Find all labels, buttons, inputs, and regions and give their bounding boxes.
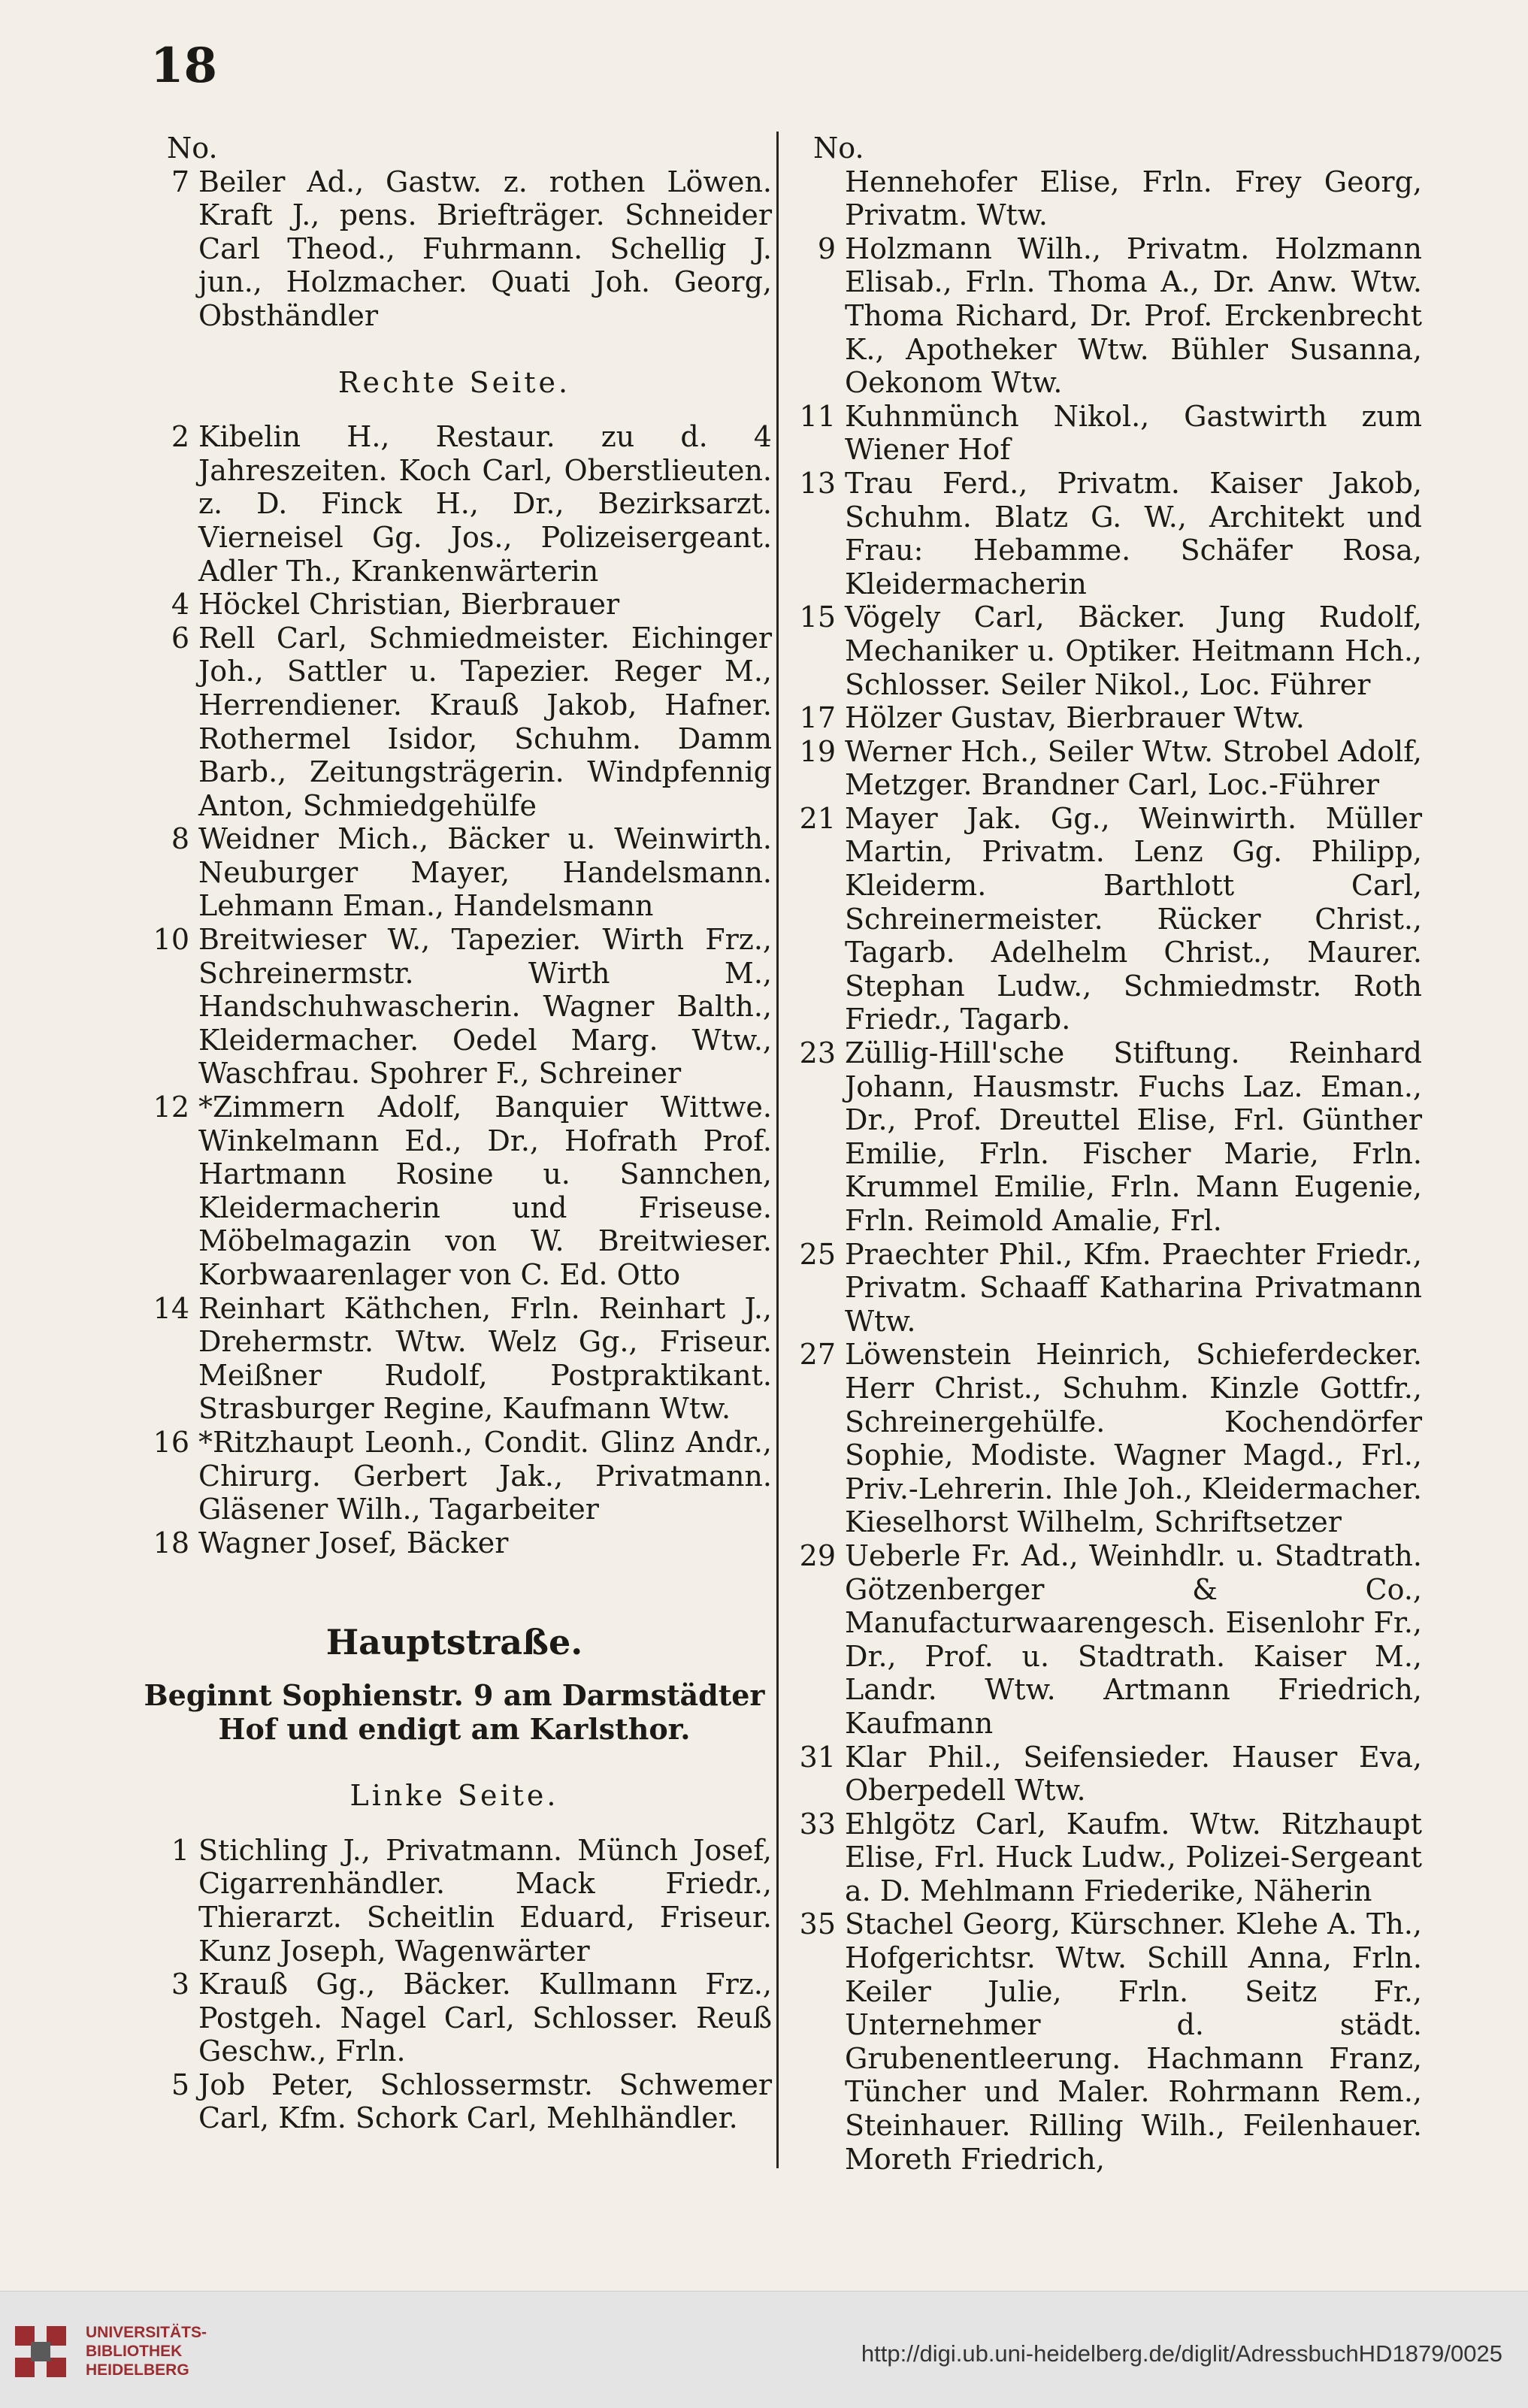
house-number: 11 <box>799 399 836 433</box>
house-number: 8 <box>171 822 189 856</box>
library-name-line: HEIDELBERG <box>86 2361 189 2379</box>
residents-text: Beiler Ad., Gastw. z. rothen Löwen. Kraft J., pens. Briefträger. Schneider Carl Theod., Fuhrmann. Schellig J. jun., Holzmacher. Quati Joh. Georg, Obsthändler <box>198 165 772 332</box>
house-number: 7 <box>171 165 189 198</box>
residents-text: Kuhnmünch Nikol., Gastwirth zum Wiener Hof <box>845 399 1422 467</box>
address-entry <box>783 1238 1422 1339</box>
address-entry <box>137 1091 772 1292</box>
residents-text: Trau Ferd., Privatm. Kaiser Jakob, Schuhm. Blatz G. W., Architekt und Frau: Hebamme. Schäfer Rosa, Kleidermacherin <box>845 466 1422 600</box>
house-number: 14 <box>153 1291 189 1325</box>
house-number: 10 <box>153 923 189 957</box>
house-number: 1 <box>171 1833 189 1867</box>
residents-text: Krauß Gg., Bäcker. Kullmann Frz., Postgeh. Nagel Carl, Schlosser. Reuß Geschw., Frln. <box>198 1968 772 2068</box>
house-number: 21 <box>799 801 836 835</box>
residents-text: Praechter Phil., Kfm. Praechter Friedr., Privatm. Schaaff Katharina Privatmann Wtw. <box>845 1237 1422 1338</box>
address-entry <box>137 1834 772 1968</box>
address-entry <box>783 165 1422 232</box>
residents-text: Ueberle Fr. Ad., Weinhdlr. u. Stadtrath. Götzenberger & Co., Manufacturwaarengesch. Eisenlohr Fr., Dr., Prof. u. Stadtrath. Kaiser M., Landr. Wtw. Artmann Friedrich, Kaufmann <box>845 1538 1422 1740</box>
address-entry <box>783 802 1422 1036</box>
house-number: 18 <box>153 1526 189 1559</box>
house-number: 15 <box>799 600 836 634</box>
entries-top <box>137 165 772 333</box>
residents-text: Breitwieser W., Tapezier. Wirth Frz., Schreinermstr. Wirth M., Handschuhwascherin. Wagner Balth., Kleidermacher. Oedel Marg. Wtw., Waschfrau. Spohrer F., Schreiner <box>198 923 772 1091</box>
address-entry <box>137 822 772 923</box>
column-divider <box>776 132 779 2168</box>
address-entry <box>783 1907 1422 2176</box>
address-entry <box>137 588 772 622</box>
residents-text: Höckel Christian, Bierbrauer <box>198 588 620 622</box>
number-column-label: No. <box>813 132 864 165</box>
address-entry <box>783 1036 1422 1238</box>
residents-text: Job Peter, Schlossermstr. Schwemer Carl, Kfm. Schork Carl, Mehlhändler. <box>198 2068 772 2135</box>
address-entry <box>783 600 1422 701</box>
residents-text: Hennehofer Elise, Frln. Frey Georg, Privatm. Wtw. <box>845 165 1422 232</box>
address-entry <box>783 701 1422 735</box>
house-number: 19 <box>799 734 836 768</box>
residents-text: Rell Carl, Schmiedmeister. Eichinger Joh., Sattler u. Tapezier. Reger M., Herrendiener. Krauß Jakob, Hafner. Rothermel Isidor, Schuhm. Damm Barb., Zeitungsträgerin. Windpfennig Anton, Schmiedgehülfe <box>198 621 772 822</box>
house-number: 29 <box>799 1538 836 1572</box>
house-number: 4 <box>171 588 189 622</box>
left-column <box>137 132 772 2135</box>
residents-text: Hölzer Gustav, Bierbrauer Wtw. <box>845 701 1305 735</box>
residents-text: Vögely Carl, Bäcker. Jung Rudolf, Mechaniker u. Optiker. Heitmann Hch., Schlosser. Seiler Nikol., Loc. Führer <box>845 600 1422 701</box>
right-column <box>783 132 1422 2176</box>
address-entry <box>137 420 772 588</box>
library-footer <box>0 2291 1528 2408</box>
entries-left-side <box>137 1834 772 2135</box>
house-number: 17 <box>799 701 836 735</box>
residents-text: Weidner Mich., Bäcker u. Weinwirth. Neuburger Mayer, Handelsmann. Lehmann Eman., Handelsmann <box>198 822 772 923</box>
residents-text: Stachel Georg, Kürschner. Klehe A. Th., Hofgerichtsr. Wtw. Schill Anna, Frln. Keiler Julie, Frln. Seitz Fr., Unternehmer d. städt. Grubenentleerung. Hachmann Franz, Tüncher und Maler. Rohrmann Rem., Steinhauer. Rilling Wilh., Feilenhauer. Moreth Friedrich, <box>845 1907 1422 2176</box>
street-heading: Hauptstraße. <box>325 1622 583 1663</box>
entries-right-side <box>137 420 772 1559</box>
house-number: 9 <box>817 231 836 265</box>
address-entry <box>783 400 1422 467</box>
house-number: 33 <box>799 1807 836 1841</box>
residents-text: *Zimmern Adolf, Banquier Wittwe. Winkelmann Ed., Dr., Hofrath Prof. Hartmann Rosine u. Sannchen, Kleidermacherin und Friseuse. Möbelmagazin von W. Breitwieser. Korbwaarenlager von C. Ed. Otto <box>198 1091 772 1291</box>
address-entry <box>783 1741 1422 1808</box>
address-entry <box>137 1526 772 1560</box>
entries-right-column <box>783 165 1422 2177</box>
page-number: 18 <box>150 38 218 94</box>
address-entry <box>783 735 1422 802</box>
house-number: 12 <box>153 1091 189 1124</box>
residents-text: Wagner Josef, Bäcker <box>198 1526 509 1559</box>
university-library-logo <box>9 2320 72 2383</box>
address-entry <box>783 1539 1422 1741</box>
address-entry <box>783 1808 1422 1908</box>
house-number: 23 <box>799 1036 836 1070</box>
house-number: 27 <box>799 1338 836 1372</box>
library-name-line: UNIVERSITÄTS- <box>86 2324 207 2341</box>
house-number: 2 <box>171 420 189 454</box>
residents-text: Holzmann Wilh., Privatm. Holzmann Elisab., Frln. Thoma A., Dr. Anw. Wtw. Thoma Richard, Dr. Prof. Erckenbrecht K., Apotheker Wtw. Bühler Susanna, Oekonom Wtw. <box>845 231 1422 400</box>
house-number: 6 <box>171 621 189 655</box>
residents-text: Ehlgötz Carl, Kaufm. Wtw. Ritzhaupt Elise, Frl. Huck Ludw., Polizei-Sergeant a. D. Mehlmann Friederike, Näherin <box>845 1807 1422 1907</box>
residents-text: Züllig-Hill'sche Stiftung. Reinhard Johann, Hausmstr. Fuchs Laz. Eman., Dr., Prof. Dreuttel Elise, Frl. Günther Emilie, Frln. Fischer Marie, Frln. Krummel Emilie, Frln. Mann Eugenie, Frln. Reimold Amalie, Frl. <box>845 1036 1422 1237</box>
library-name-line: BIBLIOTHEK <box>86 2343 183 2360</box>
house-number: 13 <box>799 466 836 500</box>
section-heading-right-side: Rechte Seite. <box>337 365 571 399</box>
house-number: 35 <box>799 1907 836 1941</box>
house-number: 16 <box>153 1425 189 1459</box>
address-entry <box>137 622 772 823</box>
address-entry <box>137 1292 772 1426</box>
residents-text: Mayer Jak. Gg., Weinwirth. Müller Martin, Privatm. Lenz Gg. Philipp, Kleiderm. Barthlott Carl, Schreinermeister. Rücker Christ., Tagarb. Adelhelm Christ., Maurer. Stephan Ludw., Schmiedmstr. Roth Friedr., Tagarb. <box>845 801 1422 1036</box>
residents-text: Löwenstein Heinrich, Schieferdecker. Herr Christ., Schuhm. Kinzle Gottfr., Schreinergehülfe. Kochendörfer Sophie, Modiste. Wagner Magd., Frl., Priv.-Lehrerin. Ihle Joh., Kleidermacher. Kieselhorst Wilhelm, Schriftsetzer <box>845 1338 1422 1539</box>
address-entry <box>137 923 772 1091</box>
library-name <box>86 2323 207 2379</box>
section-heading-left-side: Linke Seite. <box>349 1779 559 1813</box>
address-entry <box>137 1968 772 2068</box>
house-number: 31 <box>799 1740 836 1774</box>
residents-text: *Ritzhaupt Leonh., Condit. Glinz Andr., Chirurg. Gerbert Jak., Privatmann. Gläsener Wilh., Tagarbeiter <box>198 1425 772 1526</box>
residents-text: Stichling J., Privatmann. Münch Josef, Cigarrenhändler. Mack Friedr., Thierarzt. Scheitlin Eduard, Friseur. Kunz Joseph, Wagenwärter <box>198 1833 772 1968</box>
house-number: 5 <box>171 2068 189 2101</box>
number-column-label: No. <box>167 132 218 165</box>
address-entry <box>783 232 1422 400</box>
street-description: Beginnt Sophienstr. 9 am Darmstädter Hof und endigt am Karlsthor. <box>144 1677 765 1746</box>
house-number: 25 <box>799 1237 836 1271</box>
address-entry <box>783 1338 1422 1539</box>
source-url-link[interactable]: http://digi.ub.uni-heidelberg.de/diglit/AdressbuchHD1879/0025 <box>861 2340 1502 2367</box>
residents-text: Klar Phil., Seifensieder. Hauser Eva, Oberpedell Wtw. <box>845 1740 1422 1808</box>
residents-text: Werner Hch., Seiler Wtw. Strobel Adolf, Metzger. Brandner Carl, Loc.-Führer <box>845 734 1422 802</box>
address-entry <box>137 2068 772 2135</box>
residents-text: Kibelin H., Restaur. zu d. 4 Jahreszeiten. Koch Carl, Oberstlieuten. z. D. Finck H., Dr., Bezirksarzt. Vierneisel Gg. Jos., Polizeisergeant. Adler Th., Krankenwärterin <box>198 420 772 588</box>
address-entry <box>137 1426 772 1526</box>
house-number: 3 <box>171 1968 189 2001</box>
address-entry <box>783 467 1422 600</box>
address-entry <box>137 165 772 333</box>
residents-text: Reinhart Käthchen, Frln. Reinhart J., Drehermstr. Wtw. Welz Gg., Friseur. Meißner Rudolf, Postpraktikant. Strasburger Regine, Kaufmann Wtw. <box>198 1291 772 1426</box>
